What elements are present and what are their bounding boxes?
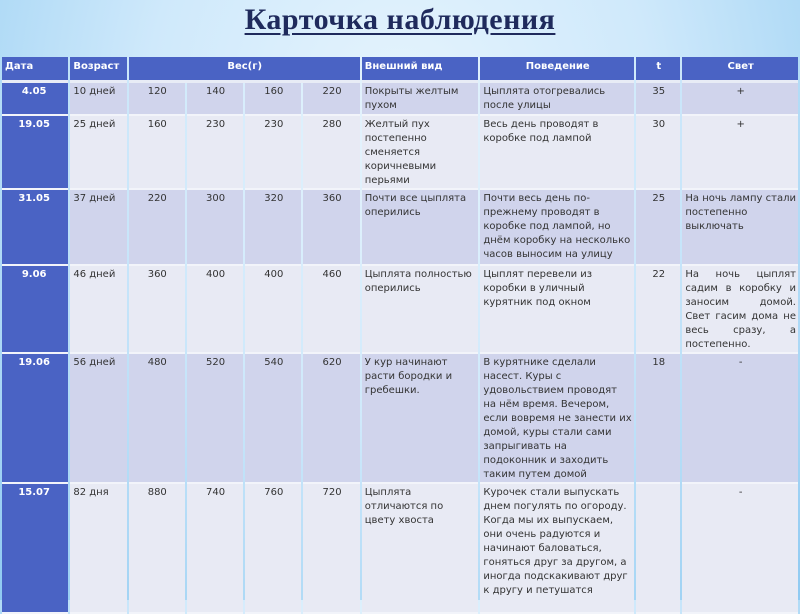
header-date: Дата [2,57,68,83]
appearance-cell: Желтый пух постепенно сменяется коричневыми перьями [362,116,479,190]
behavior-cell: Весь день проводят в коробке под лампой [480,116,634,190]
weight-cell: 220 [303,83,359,116]
weight-cell: 760 [245,484,301,614]
behavior-cell: В курятнике сделали насест. Куры с удовольствием проводят на нём время. Вечером, если вовремя не занести их домой, куры стали сами запрыгивать на подоконник и заходить таким путем домой [480,354,634,484]
weight-cell: 460 [303,266,359,354]
light-cell: На ночь цыплят садим в коробку и заносим домой. Свет гасим дома не весь сразу, а постепенно. [682,266,798,354]
light-cell: На ночь лампу стали постепенно выключать [682,190,798,266]
weight-cell: 320 [245,190,301,266]
appearance-cell: Покрыты желтым пухом [362,83,479,116]
weight-cell: 120 [129,83,185,116]
weight-cell: 520 [187,354,243,484]
header-behavior: Поведение [480,57,634,83]
header-appearance: Внешний вид [362,57,479,83]
weight-cell: 230 [187,116,243,190]
weight-cell: 140 [187,83,243,116]
weight-cell: 540 [245,354,301,484]
t-cell [636,484,680,614]
age-cell: 37 дней [70,190,126,266]
table-row [2,116,798,190]
header-weight: Вес(г) [129,57,360,83]
date: 31.05 [2,190,68,266]
table-row [2,83,798,116]
weight-cell: 160 [245,83,301,116]
t-cell: 22 [636,266,680,354]
appearance-cell: Почти все цыплята оперились [362,190,479,266]
date: 19.05 [2,116,68,190]
date: 9.06 [2,266,68,354]
header-age: Возраст [70,57,126,83]
weight-cell: 720 [303,484,359,614]
appearance-cell: Цыплята полностью оперились [362,266,479,354]
header-light: Свет [682,57,798,83]
age-cell: 46 дней [70,266,126,354]
header-t: t [636,57,680,83]
table-row [2,484,798,614]
weight-cell: 400 [245,266,301,354]
weight-cell: 360 [129,266,185,354]
t-cell: 30 [636,116,680,190]
page-title: Карточка наблюдения [244,3,556,36]
date: 15.07 [2,484,68,614]
t-cell: 25 [636,190,680,266]
weight-cell: 400 [187,266,243,354]
behavior-cell: Курочек стали выпускать днем погулять по огороду. Когда мы их выпускаем, они очень радуются и начинают баловаться, гоняться друг за другом, а иногда подскакивают друг к другу и петушатся [480,484,634,614]
date: 19.06 [2,354,68,484]
age-cell: 25 дней [70,116,126,190]
weight-cell: 220 [129,190,185,266]
appearance-cell: Цыплята отличаются по цвету хвоста [362,484,479,614]
header-row [2,57,798,83]
behavior-cell: Цыплят перевели из коробки в уличный курятник под окном [480,266,634,354]
table-row [2,354,798,484]
weight-cell: 230 [245,116,301,190]
age-cell: 56 дней [70,354,126,484]
age-cell: 82 дня [70,484,126,614]
weight-cell: 160 [129,116,185,190]
behavior-cell: Почти весь день по-прежнему проводят в коробке под лампой, но днём коробку на несколько часов выносим на улицу [480,190,634,266]
t-cell: 18 [636,354,680,484]
light-cell: - [682,484,798,614]
behavior-cell: Цыплята отогревались после улицы [480,83,634,116]
age-cell: 10 дней [70,83,126,116]
weight-cell: 880 [129,484,185,614]
light-cell: - [682,354,798,484]
light-cell: + [682,83,798,116]
table-row [2,190,798,266]
appearance-cell: У кур начинают расти бородки и гребешки. [362,354,479,484]
observation-table [0,57,800,614]
light-cell: + [682,116,798,190]
weight-cell: 480 [129,354,185,484]
table-row [2,266,798,354]
weight-cell: 620 [303,354,359,484]
weight-cell: 360 [303,190,359,266]
weight-cell: 300 [187,190,243,266]
date: 4.05 [2,83,68,116]
t-cell: 35 [636,83,680,116]
weight-cell: 740 [187,484,243,614]
weight-cell: 280 [303,116,359,190]
